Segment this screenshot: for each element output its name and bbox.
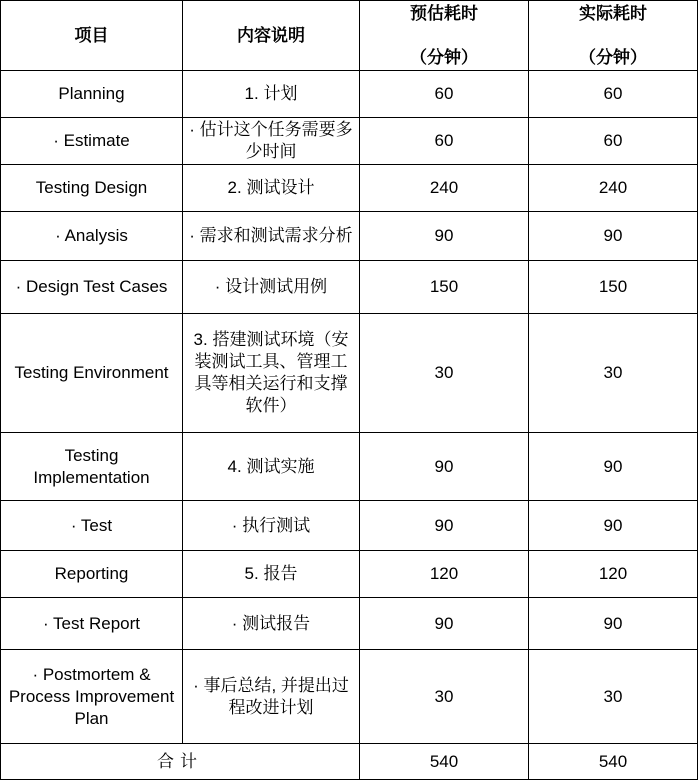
total-actual: 540 bbox=[529, 744, 698, 780]
row-item: · Test Report bbox=[1, 598, 183, 650]
table-row bbox=[1, 71, 698, 118]
row-description: · 测试报告 bbox=[183, 598, 360, 650]
row-estimated: 60 bbox=[360, 71, 529, 118]
header-actual-time bbox=[529, 1, 698, 71]
table-row bbox=[1, 598, 698, 650]
table-row bbox=[1, 261, 698, 314]
row-item: · Postmortem & Process Improvement Plan bbox=[1, 650, 183, 744]
row-estimated: 240 bbox=[360, 165, 529, 212]
row-item: · Design Test Cases bbox=[1, 261, 183, 314]
row-actual: 120 bbox=[529, 551, 698, 598]
row-estimated: 120 bbox=[360, 551, 529, 598]
header-item: 项目 bbox=[1, 1, 183, 71]
table-row bbox=[1, 212, 698, 261]
table-row bbox=[1, 314, 698, 433]
header-row bbox=[1, 1, 698, 71]
total-label-text: 合计 bbox=[157, 751, 203, 771]
row-item: · Test bbox=[1, 501, 183, 551]
header-estimated-label: 预估耗时 bbox=[410, 4, 478, 23]
row-description: · 设计测试用例 bbox=[183, 261, 360, 314]
row-actual: 240 bbox=[529, 165, 698, 212]
row-item: Testing Environment bbox=[1, 314, 183, 433]
row-item: · Analysis bbox=[1, 212, 183, 261]
row-estimated: 90 bbox=[360, 598, 529, 650]
row-estimated: 90 bbox=[360, 433, 529, 501]
row-estimated: 150 bbox=[360, 261, 529, 314]
row-estimated: 30 bbox=[360, 650, 529, 744]
table-row bbox=[1, 501, 698, 551]
row-actual: 90 bbox=[529, 598, 698, 650]
row-description: · 估计这个任务需要多少时间 bbox=[183, 118, 360, 165]
row-actual: 90 bbox=[529, 433, 698, 501]
row-item: Testing Design bbox=[1, 165, 183, 212]
row-description: 4. 测试实施 bbox=[183, 433, 360, 501]
table-row bbox=[1, 118, 698, 165]
row-actual: 90 bbox=[529, 501, 698, 551]
row-actual: 150 bbox=[529, 261, 698, 314]
row-item: Reporting bbox=[1, 551, 183, 598]
table-row bbox=[1, 650, 698, 744]
header-estimated-unit: （分钟） bbox=[410, 48, 478, 67]
total-estimated: 540 bbox=[360, 744, 529, 780]
row-description: · 需求和测试需求分析 bbox=[183, 212, 360, 261]
header-actual-unit: （分钟） bbox=[579, 48, 647, 67]
row-description: · 事后总结, 并提出过程改进计划 bbox=[183, 650, 360, 744]
header-description: 内容说明 bbox=[183, 1, 360, 71]
row-actual: 60 bbox=[529, 118, 698, 165]
row-estimated: 90 bbox=[360, 501, 529, 551]
row-description: 1. 计划 bbox=[183, 71, 360, 118]
row-estimated: 90 bbox=[360, 212, 529, 261]
row-item: Testing Implementation bbox=[1, 433, 183, 501]
table-row bbox=[1, 551, 698, 598]
row-description: 2. 测试设计 bbox=[183, 165, 360, 212]
row-actual: 60 bbox=[529, 71, 698, 118]
row-item: · Estimate bbox=[1, 118, 183, 165]
table-row bbox=[1, 433, 698, 501]
row-description: · 执行测试 bbox=[183, 501, 360, 551]
header-estimated-time bbox=[360, 1, 529, 71]
row-description: 3. 搭建测试环境（安装测试工具、管理工具等相关运行和支撑软件） bbox=[183, 314, 360, 433]
row-description: 5. 报告 bbox=[183, 551, 360, 598]
row-item: Planning bbox=[1, 71, 183, 118]
table-row bbox=[1, 165, 698, 212]
row-actual: 30 bbox=[529, 314, 698, 433]
header-actual-label: 实际耗时 bbox=[579, 4, 647, 23]
total-label bbox=[1, 744, 360, 780]
total-row bbox=[1, 744, 698, 780]
row-estimated: 30 bbox=[360, 314, 529, 433]
row-actual: 30 bbox=[529, 650, 698, 744]
row-actual: 90 bbox=[529, 212, 698, 261]
row-estimated: 60 bbox=[360, 118, 529, 165]
